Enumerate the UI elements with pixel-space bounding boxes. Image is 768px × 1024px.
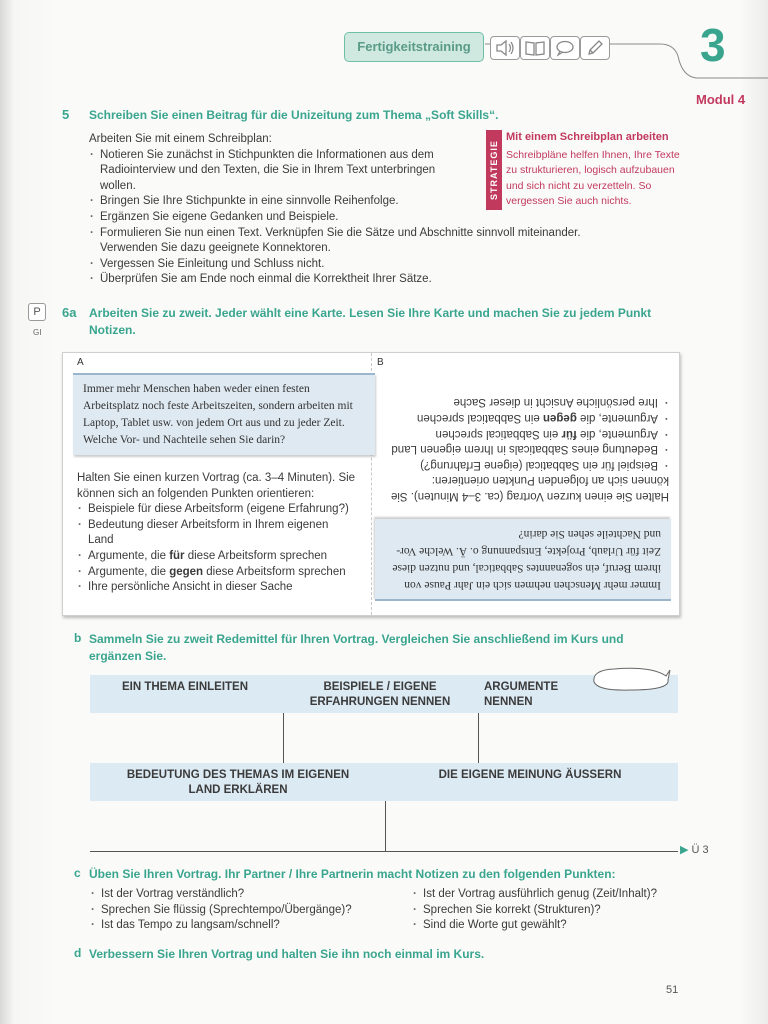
list-item: · Beispiele für diese Arbeitsform (eigene Erfahrung?) <box>77 502 367 518</box>
list-item: · Ist der Vortrag verständlich? <box>90 887 400 903</box>
list-item: · Ist der Vortrag ausführlich genug (Zeit/Inhalt)? <box>412 887 702 903</box>
connector-line <box>385 801 386 851</box>
speaking-cards <box>62 352 680 616</box>
speech-bubble-icon <box>550 36 580 60</box>
category-argumente-nennen: ARGUMENTE NENNEN <box>484 681 559 708</box>
pencil-icon <box>580 36 610 60</box>
card-b <box>371 353 679 615</box>
list-item: · Vergessen Sie Einleitung und Schluss nicht. <box>89 257 479 273</box>
task-6c-heading: Üben Sie Ihren Vortrag. Ihr Partner / Ihre Partnerin macht Notizen zu den folgenden Punkten: <box>89 867 616 881</box>
card-b-upside-down-content <box>375 365 675 603</box>
empty-speech-bubble-icon <box>590 666 676 694</box>
task-6c-left-list <box>90 887 400 934</box>
task-5-number: 5 <box>62 107 70 122</box>
task-6b-letter: b <box>74 631 82 645</box>
task-5-intro: Arbeiten Sie mit einem Schreibplan: <box>89 133 272 145</box>
task-6c-letter: c <box>74 866 81 880</box>
task-6a-number: 6a <box>62 305 77 320</box>
card-b-quote: Immer mehr Menschen nehmen sich ein Jahr Pause von ihrem Beruf, ein sogenanntes Sabbatical, und nutzen diese Zeit für Urlaub, Projekte, Entspannung o. Ä. Welche Vor- und Nachteile sehen Sie darin? <box>375 519 671 601</box>
list-item: · Argumente, die für ein Sabbatical sprechen <box>379 425 669 441</box>
list-item: · Sind die Worte gut gewählt? <box>412 918 702 934</box>
strategie-box <box>506 130 684 210</box>
list-item: · Sprechen Sie flüssig (Sprechtempo/Übergänge)? <box>90 903 400 919</box>
connector-line <box>478 713 479 763</box>
task-6d-letter: d <box>74 946 82 960</box>
card-a <box>63 353 372 615</box>
task-6d-heading: Verbessern Sie Ihren Vortrag und halten Sie ihn noch einmal im Kurs. <box>89 947 485 961</box>
exercise-reference: ▶ Ü 3 <box>680 844 709 856</box>
task-6c-right-list <box>412 887 702 934</box>
strategie-title: Mit einem Schreibplan arbeiten <box>506 131 669 143</box>
list-item: · Ist das Tempo zu langsam/schnell? <box>90 918 400 934</box>
connector-line <box>283 713 284 763</box>
card-b-points <box>379 394 669 472</box>
fertigkeitstraining-label: Fertigkeitstraining <box>344 32 484 62</box>
list-item: · Ihre persönliche Ansicht in dieser Sache <box>379 394 669 410</box>
list-item: · Beispiel für ein Sabbatical (eigene Erfahrung?) <box>379 456 669 472</box>
arrow-right-icon: ▶ <box>680 844 689 856</box>
category-eigene-meinung: DIE EIGENE MEINUNG ÄUSSERN <box>438 769 622 781</box>
list-item: · Bringen Sie Ihre Stichpunkte in eine sinnvolle Reihenfolge. <box>89 194 479 210</box>
card-a-label: A <box>77 357 84 368</box>
task-5-heading: Schreiben Sie einen Beitrag für die Unizeitung zum Thema „Soft Skills“. <box>89 108 499 122</box>
category-ein-thema-einleiten: EIN THEMA EINLEITEN <box>121 681 249 693</box>
list-item: · Ergänzen Sie eigene Gedanken und Beispiele. <box>89 210 479 226</box>
card-a-quote: Immer mehr Menschen haben weder einen festen Arbeitsplatz noch feste Arbeitszeiten, sondern arbeiten mit Laptop, Tablet usw. von jedem Ort aus und zu jeder Zeit. Welche Vor- und Nachteile sehen Sie darin? <box>73 373 375 455</box>
card-a-points <box>77 502 367 596</box>
divider-line <box>90 851 678 852</box>
strategie-text: Schreibpläne helfen Ihnen, Ihre Texte zu strukturieren, logisch aufzubauen und sich nicht zu verzetteln. So vergessen Sie auch nichts. <box>506 148 680 207</box>
category-bedeutung-des-themas: BEDEUTUNG DES THEMAS IM EIGENEN LAND ERKLÄREN <box>126 769 350 796</box>
list-item: · Formulieren Sie nun einen Text. Verknüpfen Sie die Sätze und Abschnitte sinnvoll miteinander. Verwenden Sie dazu geeignete Konnektoren. <box>89 226 640 257</box>
list-item: · Bedeutung eines Sabbaticals in Ihrem eigenen Land <box>379 441 669 457</box>
page-number: 51 <box>666 984 679 996</box>
list-item: · Überprüfen Sie am Ende noch einmal die Korrektheit Ihrer Sätze. <box>89 272 479 288</box>
card-b-label: B <box>377 357 384 368</box>
list-item: · Sprechen Sie korrekt (Strukturen)? <box>412 903 702 919</box>
gi-label: GI <box>33 328 42 337</box>
card-a-intro: Halten Sie einen kurzen Vortrag (ca. 3–4 Minuten). Sie können sich an folgenden Punkten orientieren: <box>77 472 356 500</box>
task-6a-heading: Arbeiten Sie zu zweit. Jeder wählt eine Karte. Lesen Sie Ihre Karte und machen Sie zu jedem Punkt Notizen. <box>89 306 652 337</box>
speaker-icon <box>490 36 520 60</box>
strategie-label: STRATEGIE <box>486 130 502 210</box>
modul-label: Modul 4 <box>696 92 746 107</box>
list-item: · Argumente, die für diese Arbeitsform sprechen <box>77 549 367 565</box>
list-item: · Ihre persönliche Ansicht in dieser Sache <box>77 580 367 596</box>
book-icon <box>520 36 550 60</box>
list-item: · Argumente, die gegen ein Sabbatical sprechen <box>379 409 669 425</box>
card-b-text <box>379 394 669 503</box>
p-badge: P <box>28 303 46 321</box>
chapter-number: 3 <box>700 19 726 71</box>
task-6b-heading: Sammeln Sie zu zweit Redemittel für Ihren Vortrag. Vergleichen Sie anschließend im Kurs und ergänzen Sie. <box>89 632 624 663</box>
card-b-intro: Halten Sie einen kurzen Vortrag (ca. 3–4 Minuten). Sie können sich an folgenden Punkten orientieren: <box>390 474 669 502</box>
list-item: · Argumente, die gegen diese Arbeitsform sprechen <box>77 565 367 581</box>
category-beispiele-nennen: BEISPIELE / EIGENE ERFAHRUNGEN NENNEN <box>309 681 451 708</box>
list-item: · Notieren Sie zunächst in Stichpunkten die Informationen aus dem Radiointerview und den Texten, die Sie in Ihrem Text unterbringen wollen. <box>89 148 450 195</box>
card-a-text <box>77 471 367 596</box>
list-item: · Bedeutung dieser Arbeitsform in Ihrem eigenen Land <box>77 518 338 549</box>
